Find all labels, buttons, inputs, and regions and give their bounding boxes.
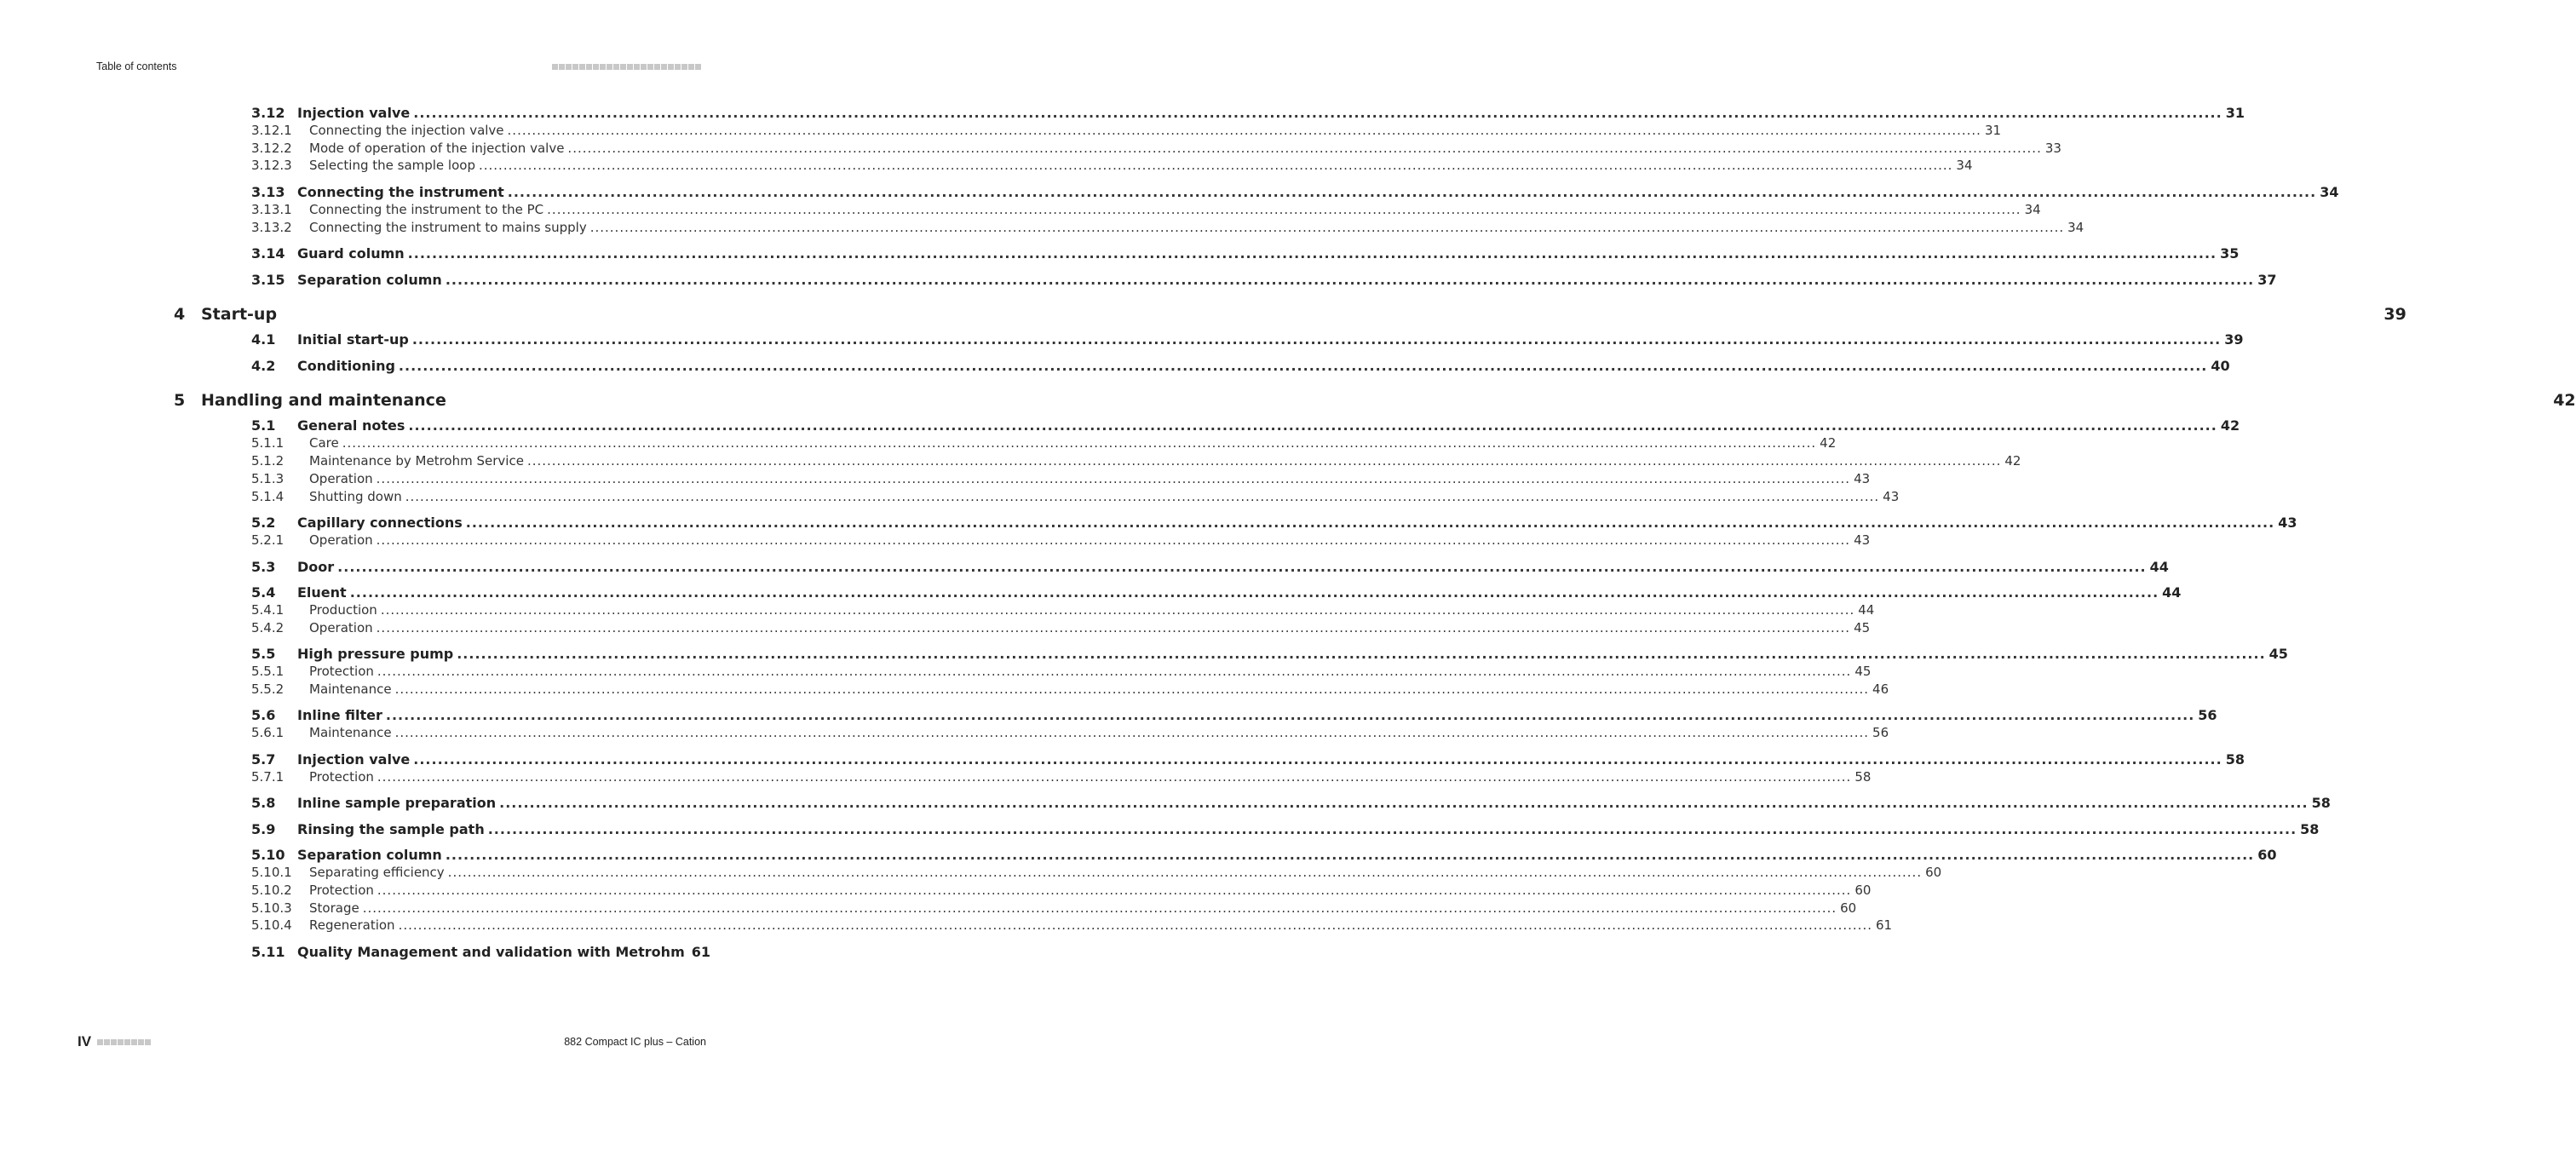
toc-entry[interactable] bbox=[251, 900, 1857, 916]
toc-leader: ............................................................................................................................................................................................................................................................................................................ bbox=[342, 435, 1817, 451]
toc-entry[interactable] bbox=[251, 220, 2084, 235]
toc-title: Connecting the instrument to mains supply bbox=[309, 220, 590, 235]
toc-page: 39 bbox=[2380, 305, 2406, 324]
toc-page: 60 bbox=[1922, 865, 1941, 880]
toc-entry[interactable] bbox=[251, 584, 2182, 601]
toc-title: Inline sample preparation bbox=[297, 795, 499, 811]
toc-page: 43 bbox=[1850, 532, 1870, 548]
toc-chapter[interactable] bbox=[174, 305, 2406, 324]
toc-number: 5.1.1 bbox=[251, 435, 285, 451]
toc-number: 5.5.2 bbox=[251, 681, 285, 697]
toc-entry[interactable] bbox=[251, 489, 1900, 504]
toc-entry[interactable] bbox=[251, 725, 1889, 740]
toc-page: 33 bbox=[2042, 141, 2061, 156]
toc-title: Mode of operation of the injection valve bbox=[309, 141, 567, 156]
toc-entry[interactable] bbox=[251, 272, 2277, 288]
toc-entry[interactable] bbox=[251, 141, 2061, 156]
toc-leader: ............................................................................................................................................................................................................................................................................................................ bbox=[407, 245, 2217, 262]
toc-entry[interactable] bbox=[251, 769, 1872, 785]
toc-entry[interactable] bbox=[251, 471, 1871, 486]
toc-number: 5.11 bbox=[251, 944, 285, 960]
toc-number: 5.4 bbox=[251, 584, 276, 601]
running-footer: 882 Compact IC plus – Cation bbox=[564, 1036, 706, 1048]
toc-page: 60 bbox=[2254, 847, 2276, 863]
toc-leader: ............................................................................................................................................................................................................................................................................................................ bbox=[487, 821, 2297, 837]
toc-entry[interactable] bbox=[251, 435, 1837, 451]
toc-page: 42 bbox=[1816, 435, 1836, 451]
toc-title: Care bbox=[309, 435, 342, 451]
toc-entry[interactable] bbox=[251, 821, 2320, 837]
toc-title: Maintenance bbox=[309, 681, 395, 697]
toc-entry[interactable] bbox=[251, 646, 2288, 662]
toc-title: Production bbox=[309, 602, 381, 618]
toc-title: Separation column bbox=[297, 847, 446, 863]
toc-page: 44 bbox=[2159, 584, 2181, 601]
toc-page: 56 bbox=[2194, 707, 2217, 723]
toc-leader: ............................................................................................................................................................................................................................................................................................................ bbox=[376, 471, 1851, 486]
toc-entry[interactable] bbox=[251, 105, 2245, 121]
toc-number: 5.4.1 bbox=[251, 602, 285, 618]
toc-page: 45 bbox=[2266, 646, 2288, 662]
toc-page: 34 bbox=[1952, 158, 1972, 173]
toc-number: 5.6 bbox=[251, 707, 276, 723]
toc-number: 5.2.1 bbox=[251, 532, 285, 548]
toc-entry[interactable] bbox=[251, 795, 2331, 811]
toc-entry[interactable] bbox=[251, 417, 2240, 434]
toc-leader: ............................................................................................................................................................................................................................................................................................................ bbox=[413, 751, 2222, 768]
running-header: Table of contents bbox=[96, 60, 177, 72]
toc-page: 34 bbox=[2316, 184, 2338, 200]
toc-entry[interactable] bbox=[251, 559, 2169, 575]
toc-title: Handling and maintenance bbox=[201, 391, 450, 410]
toc-entry[interactable] bbox=[251, 917, 1893, 933]
toc-title: Inline filter bbox=[297, 707, 386, 723]
toc-leader: ............................................................................................................................................................................................................................................................................................................ bbox=[408, 417, 2217, 434]
toc-title: Injection valve bbox=[297, 105, 413, 121]
toc-leader: ............................................................................................................................................................................................................................................................................................................ bbox=[394, 725, 1870, 740]
toc-page: 42 bbox=[2550, 391, 2575, 410]
toc-page: 60 bbox=[1851, 883, 1871, 898]
toc-entry[interactable] bbox=[251, 158, 1973, 173]
toc-page: 31 bbox=[1981, 123, 2001, 138]
toc-page: 45 bbox=[1850, 620, 1870, 635]
toc-entry[interactable] bbox=[251, 620, 1871, 635]
toc-leader: ............................................................................................................................................................................................................................................................................................................ bbox=[499, 795, 2309, 811]
toc-title: Capillary connections bbox=[297, 515, 466, 531]
toc-number: 3.13 bbox=[251, 184, 285, 200]
toc-number: 4.2 bbox=[251, 358, 276, 374]
toc-leader: ............................................................................................................................................................................................................................................................................................................ bbox=[507, 123, 1981, 138]
toc-leader: ............................................................................................................................................................................................................................................................................................................ bbox=[405, 489, 1880, 504]
toc-title: Operation bbox=[309, 620, 377, 635]
toc-leader: ............................................................................................................................................................................................................................................................................................................ bbox=[507, 184, 2317, 200]
toc-title: Protection bbox=[309, 769, 377, 785]
toc-number: 5.7 bbox=[251, 751, 276, 768]
toc-number: 5.1.4 bbox=[251, 489, 285, 504]
toc-leader: ............................................................................................................................................................................................................................................................................................................ bbox=[547, 202, 2021, 217]
toc-title: Selecting the sample loop bbox=[309, 158, 479, 173]
toc-title: Connecting the instrument to the PC bbox=[309, 202, 547, 217]
toc-entry[interactable] bbox=[251, 245, 2240, 262]
toc-title: Eluent bbox=[297, 584, 350, 601]
toc-number: 5.5.1 bbox=[251, 664, 285, 679]
toc-leader: ............................................................................................................................................................................................................................................................................................................ bbox=[377, 769, 1852, 785]
toc-number: 5.2 bbox=[251, 515, 276, 531]
toc-number: 5 bbox=[174, 391, 186, 410]
toc-entry[interactable] bbox=[251, 202, 2041, 217]
toc-number: 5.1 bbox=[251, 417, 276, 434]
toc-leader: ............................................................................................................................................................................................................................................................................................................ bbox=[377, 883, 1852, 898]
toc-number: 3.12.1 bbox=[251, 123, 292, 138]
toc-number: 5.10.3 bbox=[251, 900, 292, 916]
toc-entry[interactable] bbox=[251, 453, 2021, 469]
toc-entry[interactable] bbox=[251, 664, 1872, 679]
toc-number: 3.15 bbox=[251, 272, 285, 288]
toc-page: 35 bbox=[2217, 245, 2239, 262]
toc-number: 5.10.1 bbox=[251, 865, 292, 880]
toc-number: 5.7.1 bbox=[251, 769, 285, 785]
toc-entry[interactable] bbox=[251, 532, 1871, 548]
toc-entry[interactable] bbox=[251, 358, 2230, 374]
toc-title: Regeneration bbox=[309, 917, 399, 933]
toc-leader: ............................................................................................................................................................................................................................................................................................................ bbox=[376, 532, 1851, 548]
toc-page: 58 bbox=[2297, 821, 2319, 837]
toc-page: 34 bbox=[2021, 202, 2041, 217]
toc-leader: ............................................................................................................................................................................................................................................................................................................ bbox=[447, 865, 1923, 880]
toc-number: 5.1.2 bbox=[251, 453, 285, 469]
toc-title: Separating efficiency bbox=[309, 865, 448, 880]
toc-page: 42 bbox=[2217, 417, 2240, 434]
toc-title: Connecting the injection valve bbox=[309, 123, 508, 138]
toc-title: Maintenance bbox=[309, 725, 395, 740]
toc-page: 46 bbox=[1869, 681, 1889, 697]
toc-number: 3.12.2 bbox=[251, 141, 292, 156]
toc-page: 31 bbox=[2222, 105, 2245, 121]
toc-entry[interactable] bbox=[251, 515, 2297, 531]
toc-page: 58 bbox=[2309, 795, 2331, 811]
toc-leader: ............................................................................................................................................................................................................................................................................................................ bbox=[567, 141, 2042, 156]
toc-page: 43 bbox=[1879, 489, 1899, 504]
toc-entry[interactable] bbox=[251, 847, 2277, 863]
toc-number: 3.13.2 bbox=[251, 220, 292, 235]
toc-number: 3.14 bbox=[251, 245, 285, 262]
toc-number: 3.12 bbox=[251, 105, 285, 121]
toc-entry[interactable] bbox=[251, 331, 2244, 348]
toc-title: Separation column bbox=[297, 272, 446, 288]
toc-title: Start-up bbox=[201, 305, 280, 324]
toc-number: 5.10.2 bbox=[251, 883, 292, 898]
toc-page: 44 bbox=[1854, 602, 1874, 618]
page-number: IV bbox=[78, 1033, 92, 1049]
toc-number: 5.6.1 bbox=[251, 725, 285, 740]
toc-entry[interactable] bbox=[251, 707, 2217, 723]
footer-decoration bbox=[97, 1039, 151, 1045]
toc-leader: ............................................................................................................................................................................................................................................................................................................ bbox=[398, 917, 1872, 933]
toc-page: 34 bbox=[2064, 220, 2084, 235]
toc-page: 61 bbox=[1872, 917, 1892, 933]
toc-title: Initial start-up bbox=[297, 331, 412, 348]
toc-number: 5.5 bbox=[251, 646, 276, 662]
toc-entry[interactable] bbox=[251, 883, 1872, 898]
toc-leader: ............................................................................................................................................................................................................................................................................................................ bbox=[465, 515, 2275, 531]
toc-page: 40 bbox=[2207, 358, 2229, 374]
toc-title: Connecting the instrument bbox=[297, 184, 508, 200]
toc-leader: ............................................................................................................................................................................................................................................................................................................ bbox=[445, 847, 2255, 863]
toc-title: Door bbox=[297, 559, 337, 575]
toc-title: Protection bbox=[309, 883, 377, 898]
toc-title: Maintenance by Metrohm Service bbox=[309, 453, 527, 469]
toc-page: 60 bbox=[1837, 900, 1856, 916]
toc-entry[interactable] bbox=[251, 602, 1875, 618]
toc-number: 4 bbox=[174, 305, 186, 324]
toc-page: 42 bbox=[2001, 453, 2021, 469]
toc-page: 56 bbox=[1869, 725, 1889, 740]
toc-entry[interactable] bbox=[251, 681, 1889, 697]
toc-page: 43 bbox=[2274, 515, 2297, 531]
toc-number: 5.10.4 bbox=[251, 917, 292, 933]
toc-number: 5.3 bbox=[251, 559, 276, 575]
toc-title: Operation bbox=[309, 471, 377, 486]
toc-leader: ............................................................................................................................................................................................................................................................................................................ bbox=[394, 681, 1870, 697]
toc-page: 43 bbox=[1850, 471, 1870, 486]
toc-leader: ............................................................................................................................................................................................................................................................................................................ bbox=[478, 158, 1953, 173]
toc-number: 4.1 bbox=[251, 331, 276, 348]
toc-page: 61 bbox=[688, 944, 710, 960]
toc-title: Injection valve bbox=[297, 751, 413, 768]
toc-leader: ............................................................................................................................................................................................................................................................................................................ bbox=[589, 220, 2065, 235]
toc-leader: ............................................................................................................................................................................................................................................................................................................ bbox=[413, 105, 2222, 121]
toc-number: 5.8 bbox=[251, 795, 276, 811]
toc-title: Shutting down bbox=[309, 489, 405, 504]
toc-leader: ............................................................................................................................................................................................................................................................................................................ bbox=[380, 602, 1855, 618]
toc-page: 39 bbox=[2221, 331, 2243, 348]
toc-number: 3.13.1 bbox=[251, 202, 292, 217]
toc-leader: ............................................................................................................................................................................................................................................................................................................ bbox=[457, 646, 2266, 662]
toc-page: 58 bbox=[1851, 769, 1871, 785]
toc-title: General notes bbox=[297, 417, 408, 434]
toc-title: High pressure pump bbox=[297, 646, 457, 662]
toc-page: 58 bbox=[2222, 751, 2245, 768]
toc-leader: ............................................................................................................................................................................................................................................................................................................ bbox=[398, 358, 2208, 374]
toc-leader: ............................................................................................................................................................................................................................................................................................................ bbox=[362, 900, 1837, 916]
toc-entry[interactable] bbox=[251, 123, 2002, 138]
toc-title: Quality Management and validation with Metrohm bbox=[297, 944, 688, 960]
toc-page: 37 bbox=[2254, 272, 2276, 288]
toc-title: Guard column bbox=[297, 245, 408, 262]
toc-leader: ............................................................................................................................................................................................................................................................................................................ bbox=[445, 272, 2255, 288]
toc-title: Rinsing the sample path bbox=[297, 821, 488, 837]
toc-entry[interactable] bbox=[251, 865, 1942, 880]
toc-number: 5.9 bbox=[251, 821, 276, 837]
toc-leader: ............................................................................................................................................................................................................................................................................................................ bbox=[349, 584, 2159, 601]
toc-entry[interactable] bbox=[251, 751, 2245, 768]
toc-title: Operation bbox=[309, 532, 377, 548]
toc-title: Conditioning bbox=[297, 358, 399, 374]
toc-title: Protection bbox=[309, 664, 377, 679]
toc-leader: ............................................................................................................................................................................................................................................................................................................ bbox=[385, 707, 2195, 723]
toc-title: Storage bbox=[309, 900, 363, 916]
toc-number: 5.1.3 bbox=[251, 471, 285, 486]
toc-number: 5.10 bbox=[251, 847, 285, 863]
toc-chapter[interactable] bbox=[174, 391, 2576, 410]
toc-page: 45 bbox=[1851, 664, 1871, 679]
toc-leader: ............................................................................................................................................................................................................................................................................................................ bbox=[337, 559, 2147, 575]
toc-leader: ............................................................................................................................................................................................................................................................................................................ bbox=[377, 664, 1852, 679]
toc-entry[interactable] bbox=[251, 944, 710, 960]
toc-leader: ............................................................................................................................................................................................................................................................................................................ bbox=[526, 453, 2002, 469]
toc-number: 3.12.3 bbox=[251, 158, 292, 173]
toc-entry[interactable] bbox=[251, 184, 2339, 200]
toc-leader: ............................................................................................................................................................................................................................................................................................................ bbox=[411, 331, 2222, 348]
toc-number: 5.4.2 bbox=[251, 620, 285, 635]
toc-page: 44 bbox=[2147, 559, 2169, 575]
toc-leader: ............................................................................................................................................................................................................................................................................................................ bbox=[376, 620, 1851, 635]
